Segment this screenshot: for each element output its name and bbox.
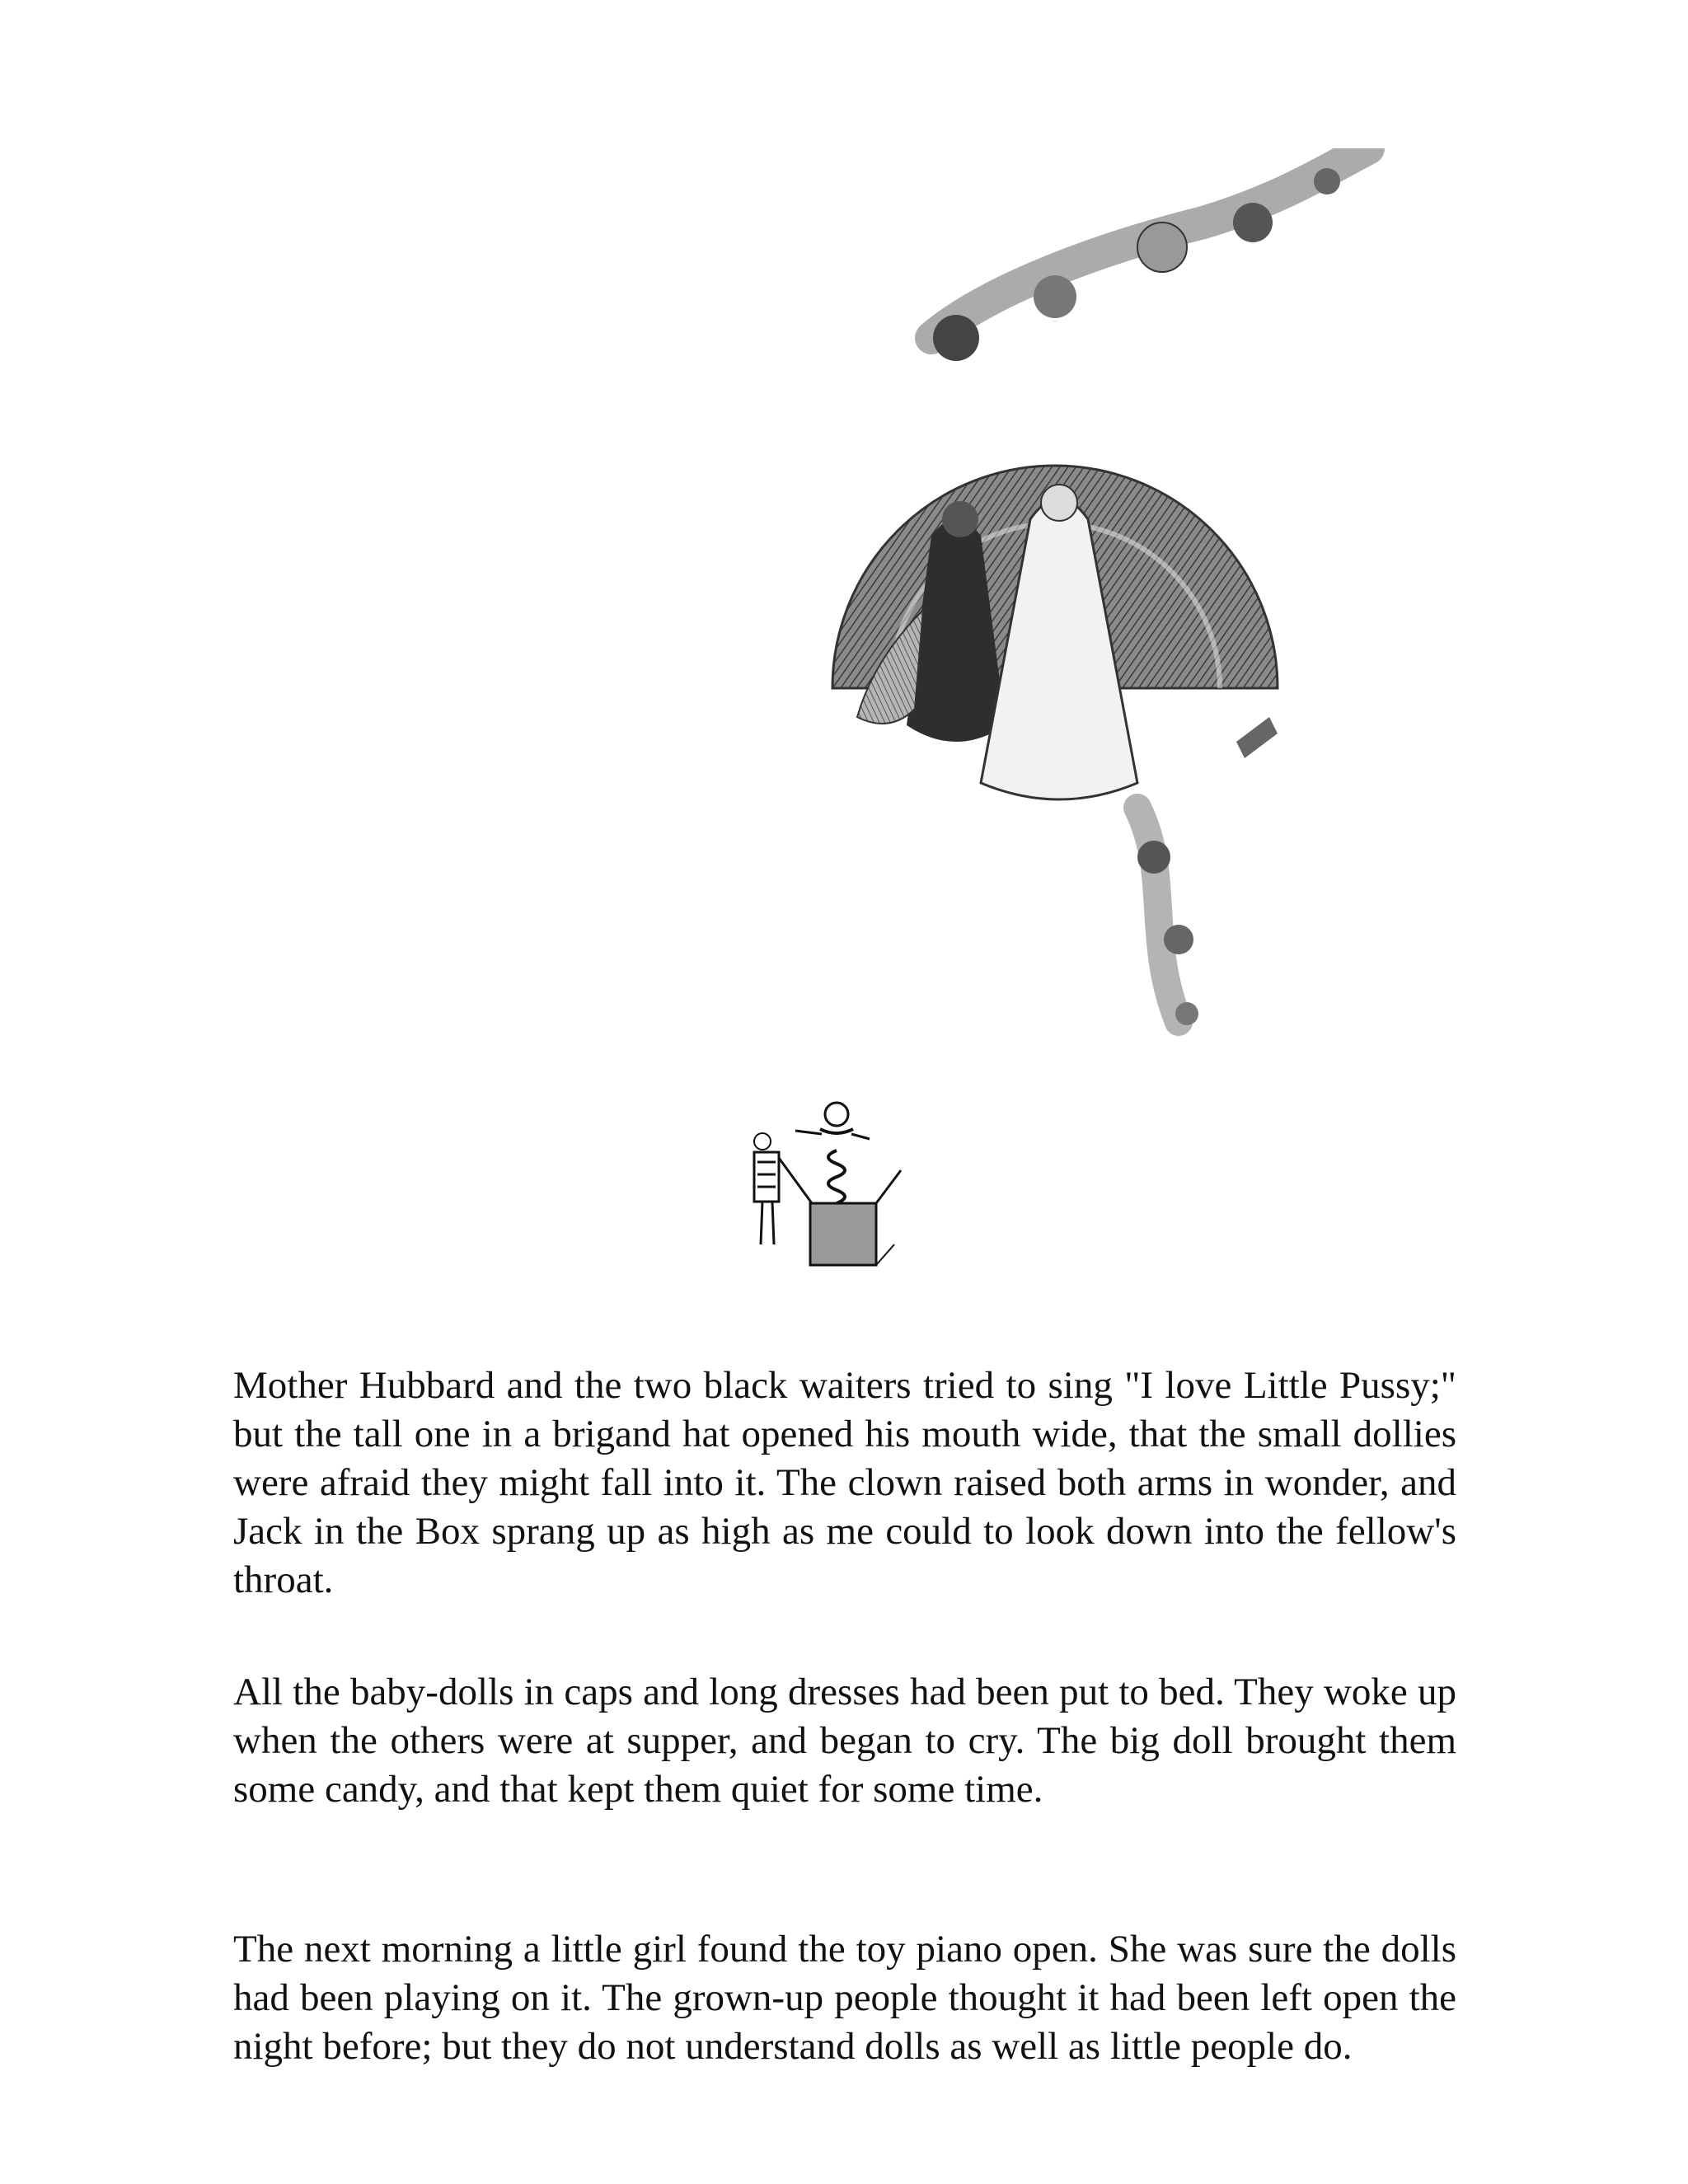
- paragraph: The next morning a little girl found the toy piano open. She was sure the dolls had been playing on it. The grown-up people thought it had been left open the night before; but they do not understand dolls as well as little people do.: [233, 1928, 1456, 2068]
- paragraph: All the baby-dolls in caps and long dresses had been put to bed. They woke up when the others were at supper, and began to cry. The big doll brought them some candy, and that kept them quiet for some time.: [233, 1671, 1456, 1811]
- dolls-fan-illustration: [791, 148, 1418, 1055]
- paragraph: Mother Hubbard and the two black waiters tried to sing "I love Little Pussy;" but the tall one in a brigand hat opened his mouth wide, that the small dollies were afraid they might fall into it. The clown raised both arms in wonder, and Jack in the Box sprang up as high as me could to look down into the fellow's throat.: [233, 1364, 1456, 1601]
- jack-in-the-box-illustration: [746, 1080, 944, 1277]
